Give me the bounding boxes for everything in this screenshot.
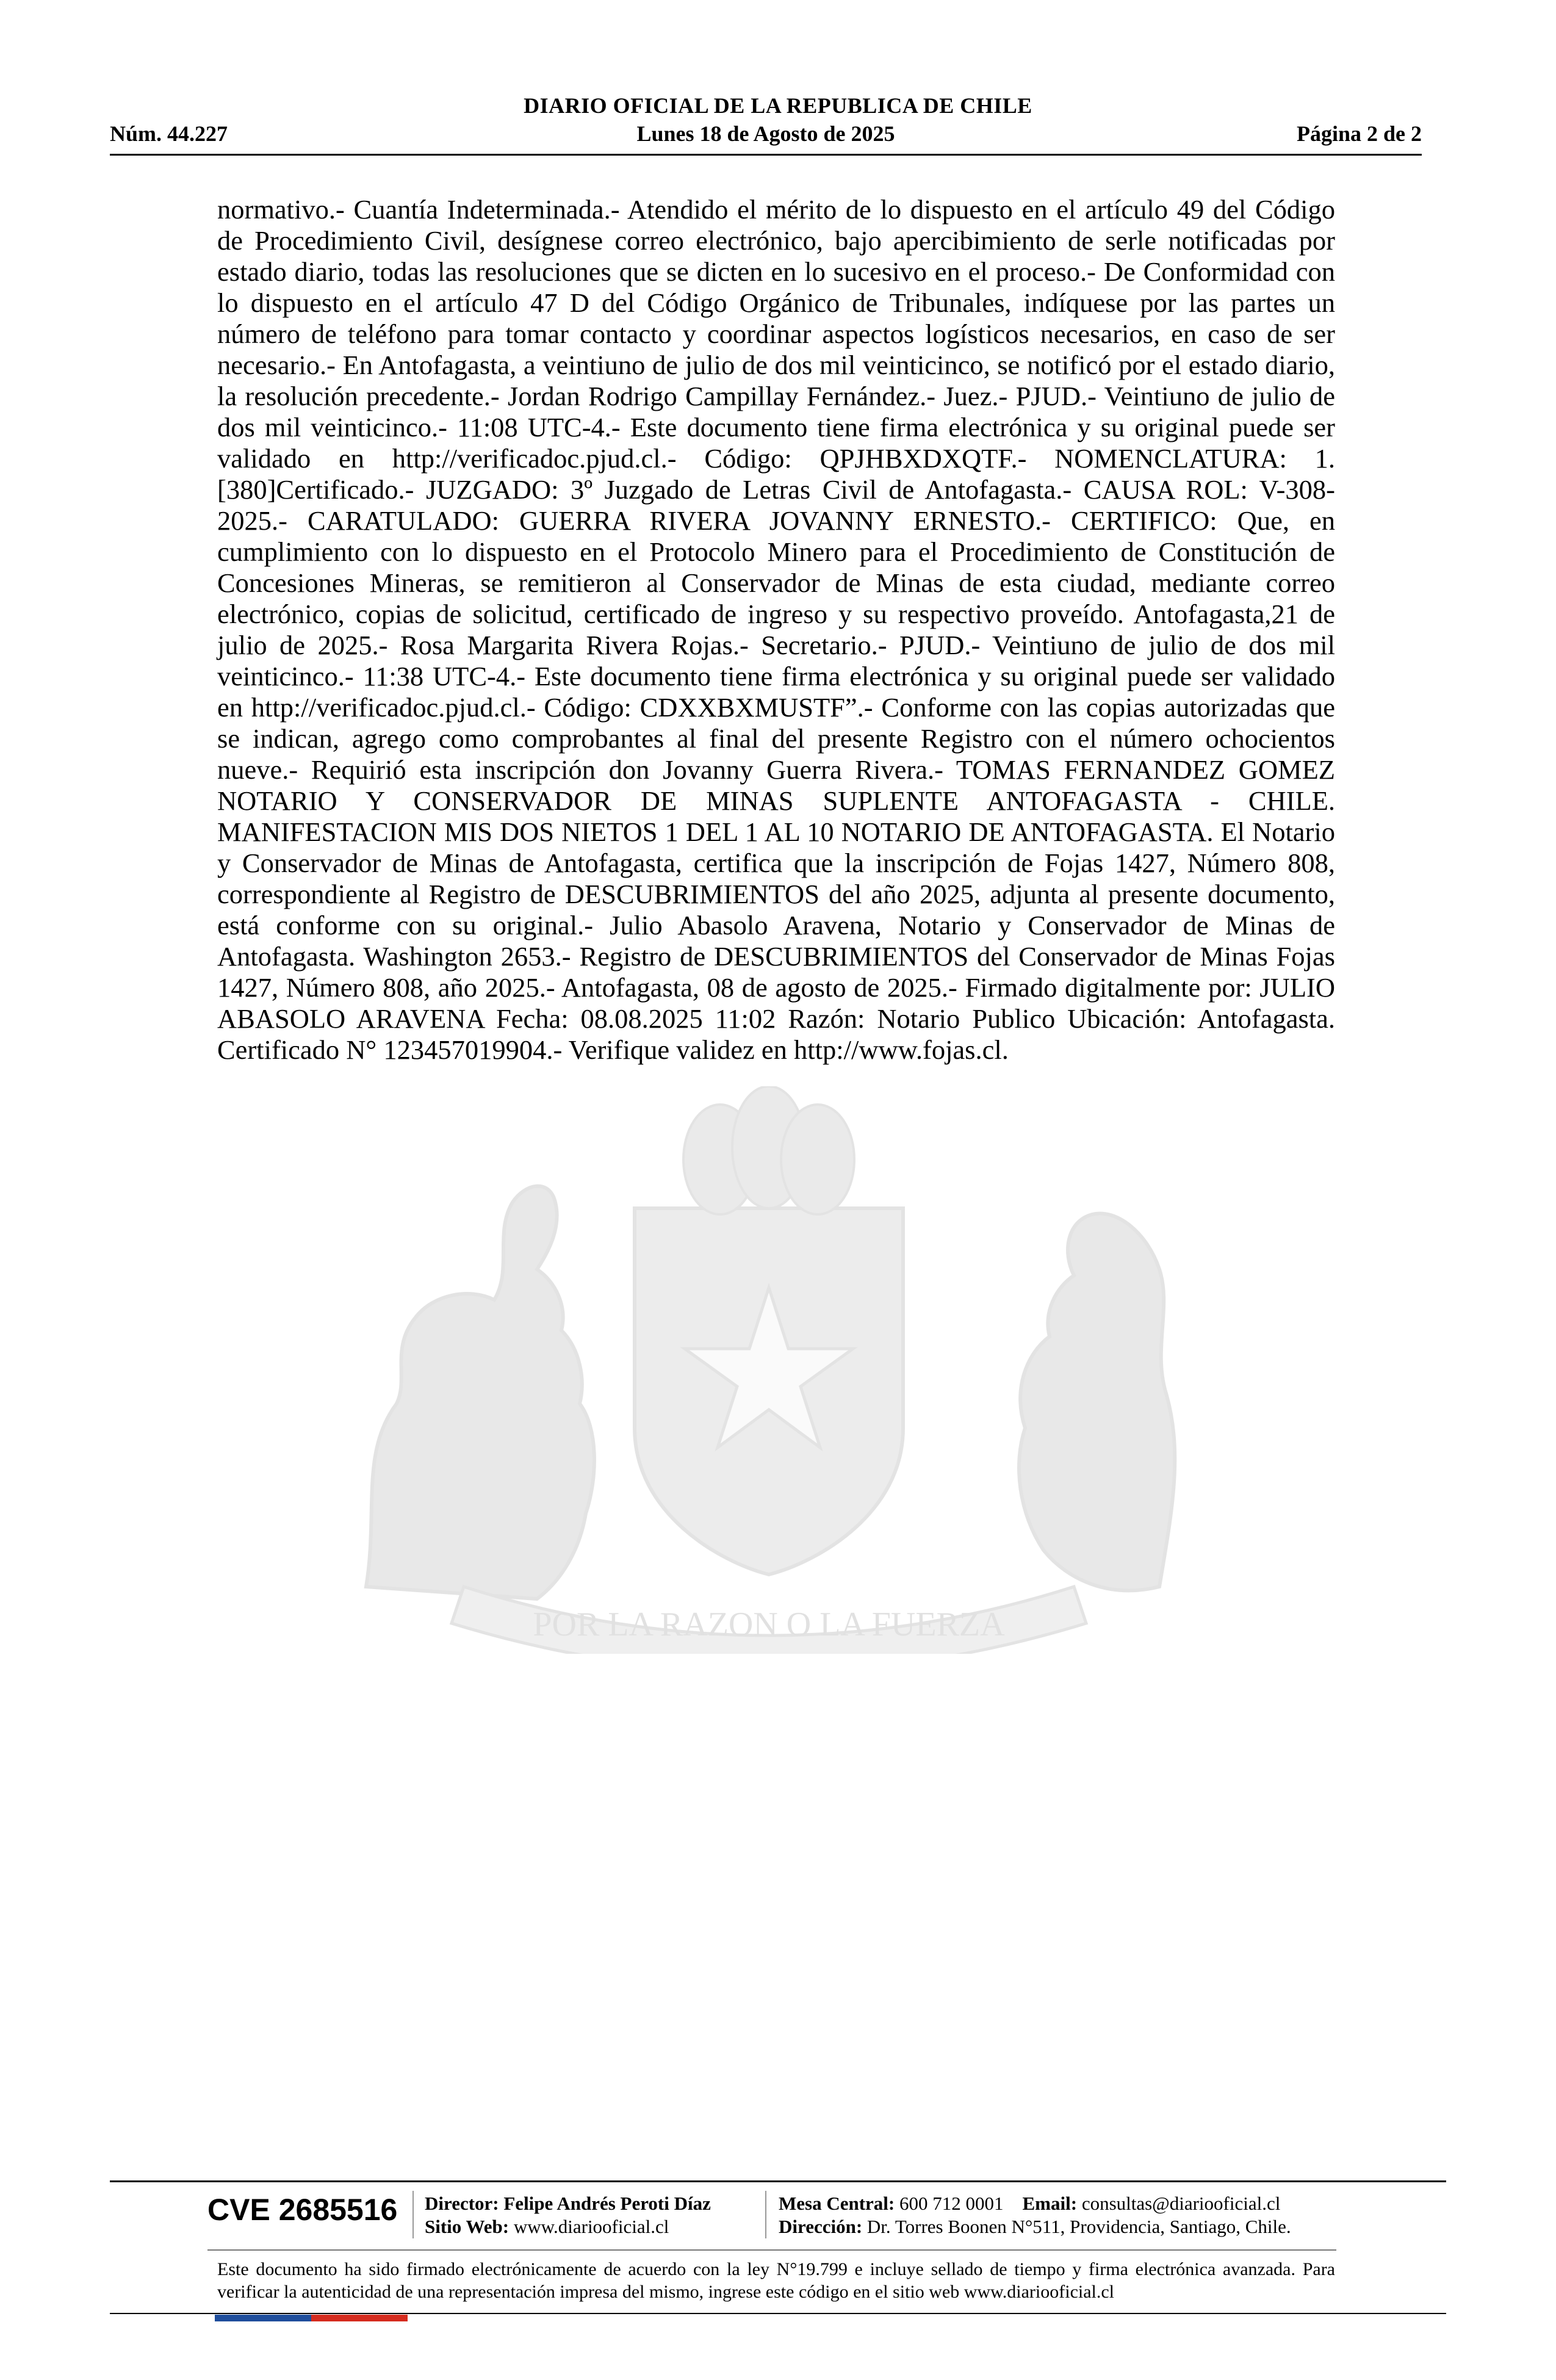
site-link[interactable]: www.diariooficial.cl [513,2216,669,2237]
huemul-figure [366,1186,594,1599]
footer-divider-middle [207,2249,1336,2251]
page-indicator: Página 2 de 2 [1296,121,1422,146]
document-body: normativo.- Cuantía Indeterminada.- Atendido el mérito de lo dispuesto en el artículo 49 del Código de Procedimiento Civil, desígnese correo electrónico, bajo apercibimiento de serle notificadas por estado diario, todas las resoluciones que se dicten en lo sucesivo en el proceso.- De Conformidad con lo dispuesto en el artículo 47 D del Código Orgánico de Tribunales, indíquese por las partes un número de teléfono para tomar contacto y coordinar aspectos logísticos necesarios, en caso de ser necesario.- En Antofagasta, a veintiuno de julio de dos mil veinticinco, se notificó por el estado diario, la resolución precedente.- Jordan Rodrigo Campillay Fernández.- Juez.- PJUD.- Veintiuno de julio de dos mil veinticinco.- 11:08 UTC-4.- Este documento tiene firma electrónica y su original puede ser validado en http://verificadoc.pjud.cl.- Código: QPJHBXDXQTF.- NOMENCLATURA: 1. [380]Certificado.- JUZGADO: 3º Juzgado de Letras Civil de Antofagasta.- CAUSA ROL: V-308-2025.- CARATULADO: GUERRA RIVERA JOVANNY ERNESTO.- CERTIFICO: Que, en cumplimiento con lo dispuesto en el Protocolo Minero para el Procedimiento de Constitución de Concesiones Mineras, se remitieron al Conservador de Minas de esta ciudad, mediante correo electrónico, copias de solicitud, certificado de ingreso y su respectivo proveído. Antofagasta,21 de julio de 2025.- Rosa Margarita Rivera Rojas.- Secretario.- PJUD.- Veintiuno de julio de dos mil veinticinco.- 11:38 UTC-4.- Este documento tiene firma electrónica y su original puede ser validado en http://verificadoc.pjud.cl.- Código: CDXXBXMUSTF”.- Conforme con las copias autorizadas que se indican, agrego como comprobantes al final del presente Registro con el número ochocientos nueve.- Requirió esta inscripción don Jovanny Guerra Rivera.- TOMAS FERNANDEZ GOMEZ NOTARIO Y CONSERVADOR DE MINAS SUPLENTE ANTOFAGASTA - CHILE. MANIFESTACION MIS DOS NIETOS 1 DEL 1 AL 10 NOTARIO DE ANTOFAGASTA. El Notario y Conservador de Minas de Antofagasta, certifica que la inscripción de Fojas 1427, Número 808, correspondiente al Registro de DESCUBRIMIENTOS del año 2025, adjunta al presente documento, está conforme con su original.- Julio Abasolo Aravena, Notario y Conservador de Minas de Antofagasta. Washington 2653.- Registro de DESCUBRIMIENTOS del Conservador de Minas Fojas 1427, Número 808, año 2025.- Antofagasta, 08 de agosto de 2025.- Firmado digitalmente por: JULIO ABASOLO ARAVENA Fecha: 08.08.2025 11:02 Razón: Notario Publico Ubicación: Antofagasta. Certificado N° 123457019904.- Verifique validez en http://www.fojas.cl. [217,194,1335,1065]
motto-text: POR LA RAZON O LA FUERZA [533,1606,1005,1643]
mesa-label: Mesa Central: [779,2193,895,2214]
address-label: Dirección: [779,2216,863,2237]
header-divider [110,154,1422,156]
flag-stripe-blue [215,2315,311,2321]
footer-divider-top [110,2180,1446,2182]
director-label: Director: [425,2193,499,2214]
mesa-phone: 600 712 0001 [899,2193,1004,2214]
footer-contact-column [779,2192,1291,2238]
cve-code: CVE 2685516 [207,2193,398,2227]
footer-director-column [425,2192,711,2238]
issue-date: Lunes 18 de Agosto de 2025 [636,121,895,146]
footer-divider-bottom [110,2313,1446,2314]
header-row [110,121,1422,149]
signature-note: Este documento ha sido firmado electrónicamente de acuerdo con la ley N°19.799 e incluye sellado de tiempo y firma electrónica avanzada. Para verificar la autenticidad de una representación impresa del mismo, ingrese este código en el sitio web www.diariooficial.cl [217,2259,1335,2302]
issue-number: Núm. 44.227 [110,121,228,146]
director-name: Felipe Andrés Peroti Díaz [503,2193,711,2214]
newspaper-title: DIARIO OFICIAL DE LA REPUBLICA DE CHILE [524,93,1032,118]
site-label: Sitio Web: [425,2216,510,2237]
coat-of-arms-watermark [293,1086,1245,1654]
flag-stripe-red [311,2315,408,2321]
footer-separator [765,2191,766,2238]
footer-separator [412,2191,414,2238]
email-link[interactable]: consultas@diariooficial.cl [1081,2193,1281,2214]
email-label: Email: [1022,2193,1078,2214]
condor-figure [1019,1213,1175,1590]
address-value: Dr. Torres Boonen N°511, Providencia, Santiago, Chile. [866,2216,1291,2237]
